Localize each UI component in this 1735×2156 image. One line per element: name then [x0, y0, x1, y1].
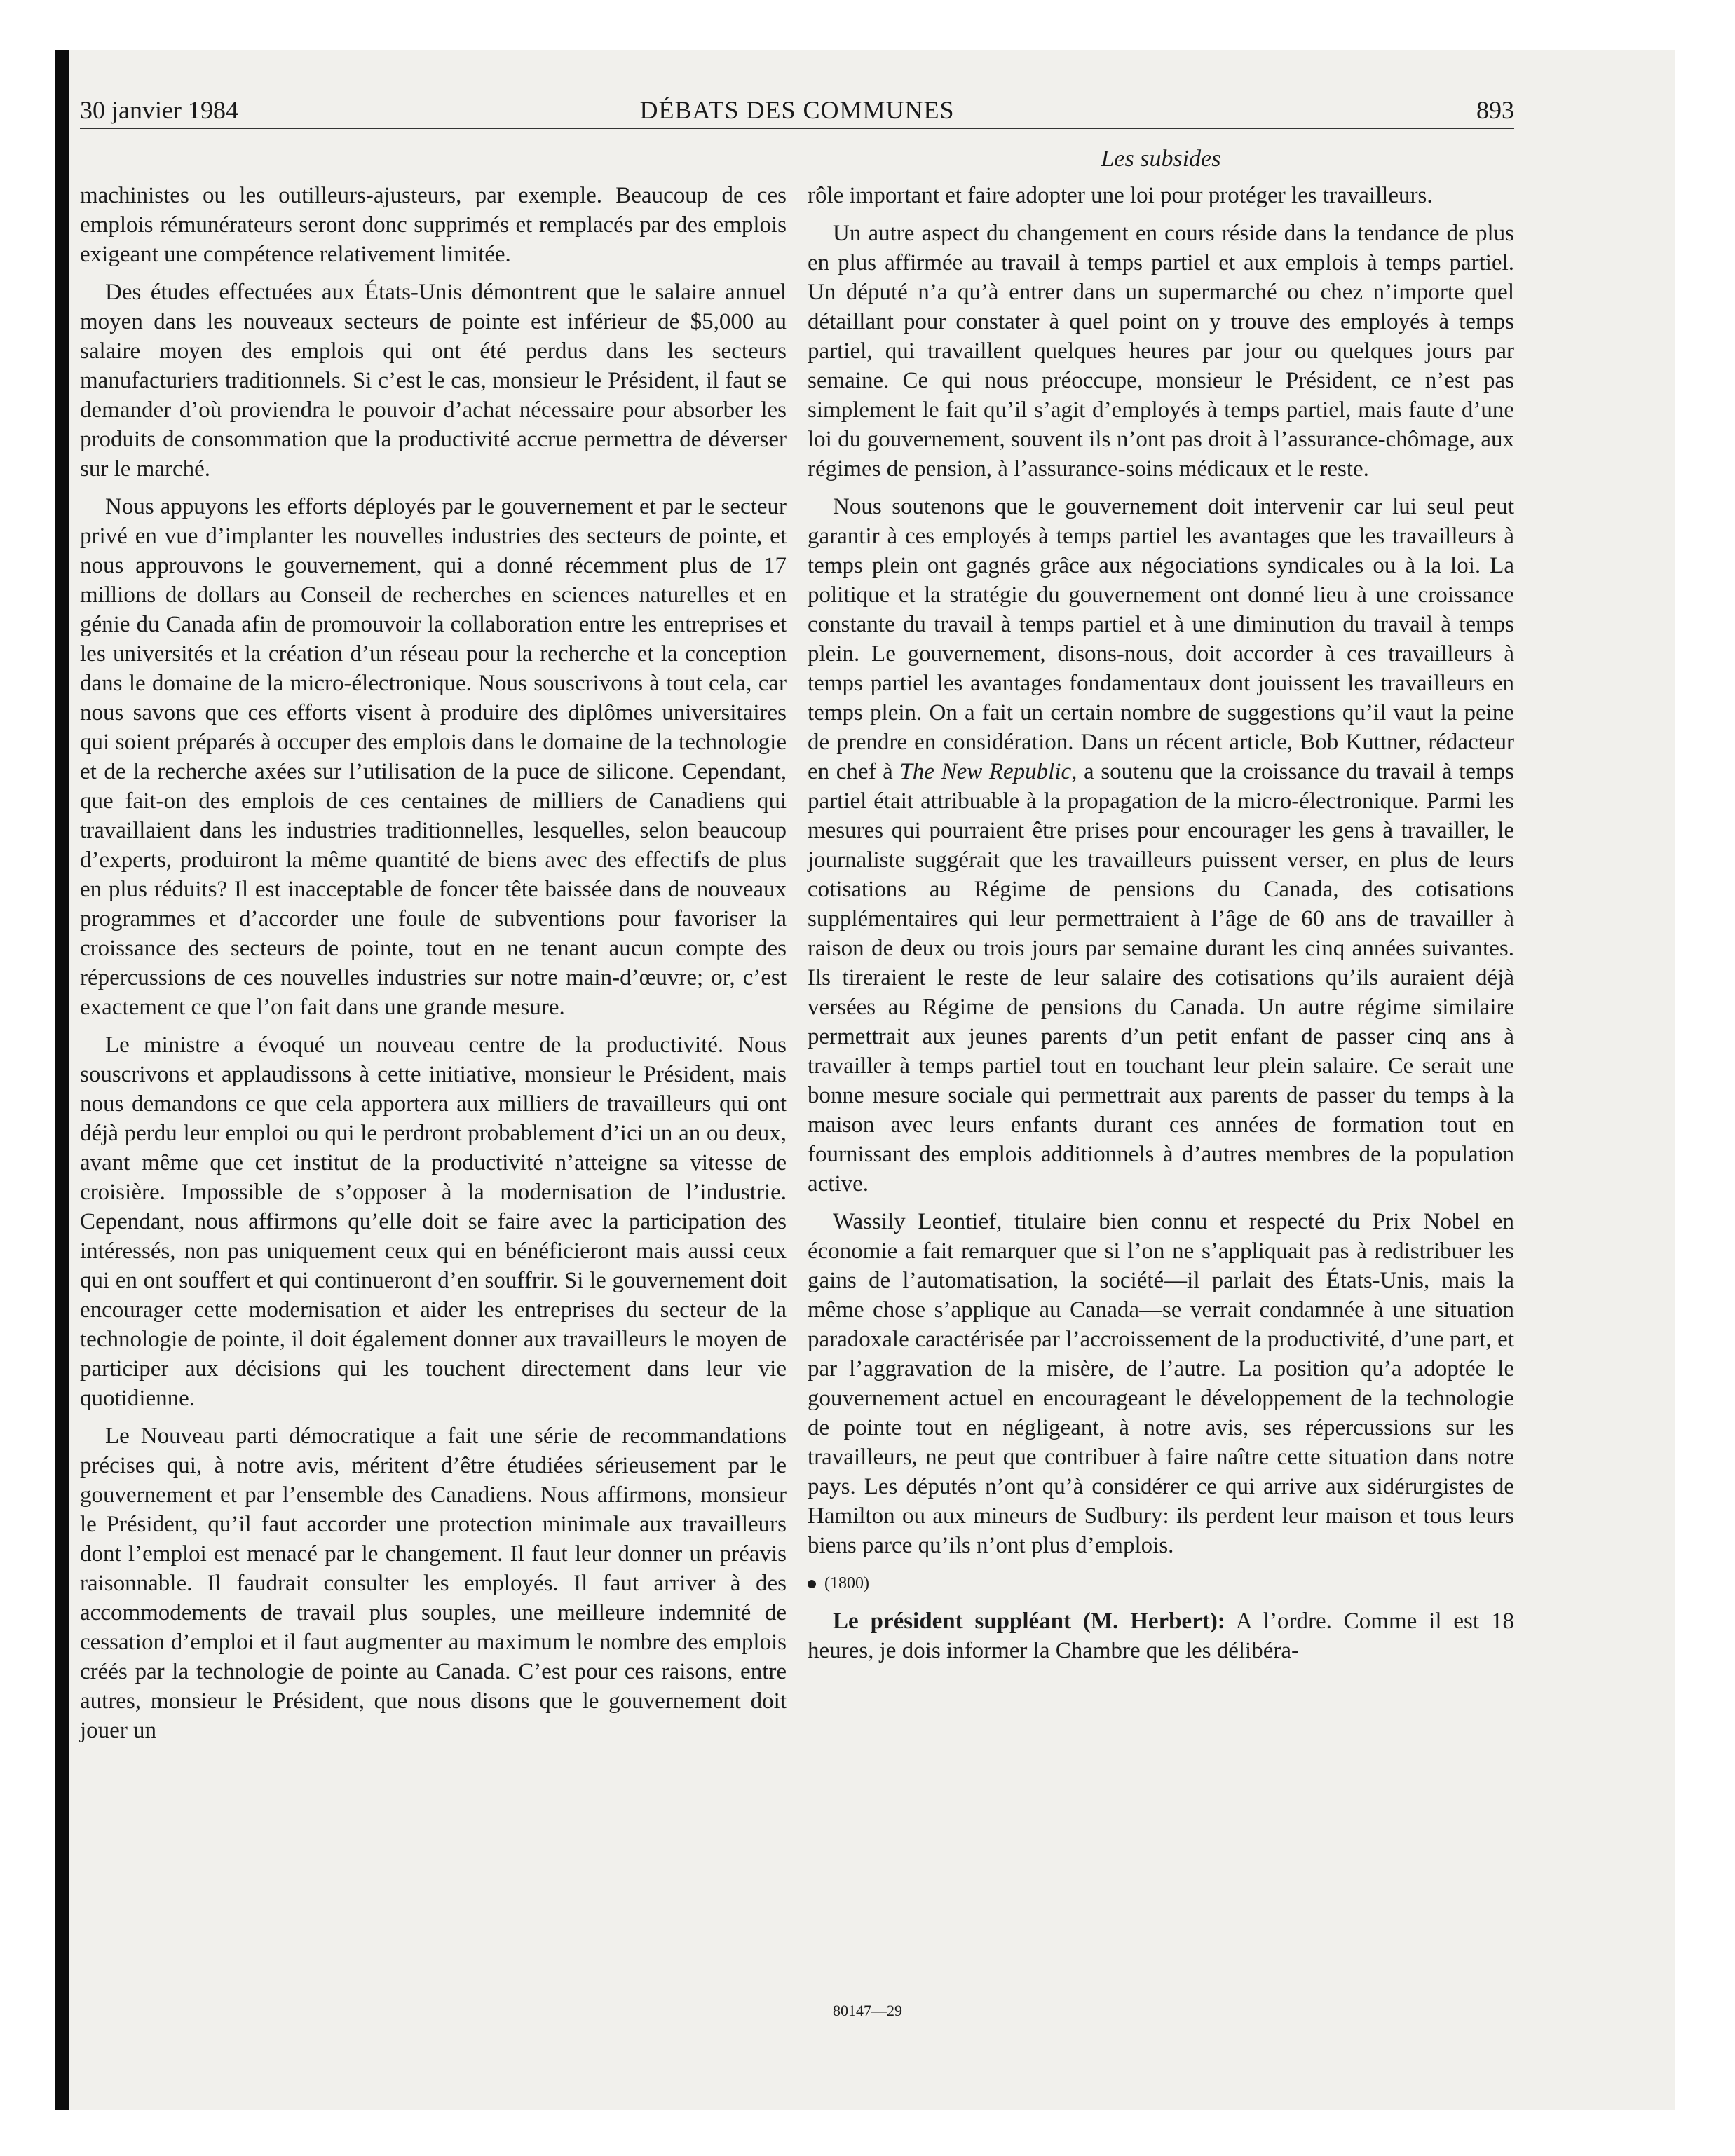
right-column [808, 181, 1514, 1674]
scan-binding-edge [55, 50, 69, 2110]
time-marker-text: (1800) [824, 1574, 869, 1592]
speaker-text: A l’ordre. Comme il est 18 heures, je dois informer la Chambre que les délibéra- [808, 1609, 1514, 1663]
speaker-name: Le président suppléant (M. Herbert): [833, 1609, 1225, 1634]
publication-title: The New Republic [899, 759, 1072, 784]
paragraph: Wassily Leontief, titulaire bien connu et respecté du Prix Nobel en économie a fait remarquer que si l’on ne s’appliquait pas à redistribuer les gains de l’automatisation, la société—il parlait des États-Unis, mais la même chose s’applique au Canada—se verrait condamnée à une situation paradoxale caractérisée par l’accroissement de la productivité, d’une part, et par l’aggravation de la misère, de l’autre. La position qu’a adoptée le gouvernement actuel en encourageant le développement de la technologie de pointe tout en négligeant, à notre avis, ses répercussions sur les travailleurs, ne peut que contribuer à faire naître cette situation dans notre pays. Les députés n’ont qu’à considérer ce qui arrive aux sidérurgistes de Hamilton ou aux mineurs de Sudbury: ils perdent leur maison et tous leurs biens parce qu’ils n’ont plus d’emplois. [808, 1209, 1514, 1558]
header-date: 30 janvier 1984 [80, 96, 238, 124]
paragraph: Des études effectuées aux États-Unis démontrent que le salaire annuel moyen dans les nouveaux secteurs de pointe est inférieur de $5,000 au salaire moyen des emplois qui ont été perdus dans les secteurs manufacturiers traditionnels. Si c’est le cas, monsieur le Président, il faut se demander d’où proviendra le pouvoir d’achat nécessaire pour absorber les produits de consommation que la productivité accrue permettra de déverser sur le marché. [80, 280, 787, 482]
header-title: DÉBATS DES COMMUNES [639, 96, 955, 124]
section-heading: Les subsides [1101, 146, 1221, 172]
left-column [80, 181, 787, 1754]
paragraph-text: , a soutenu que la croissance du travail à temps partiel était attribuable à la propagation de la micro-électronique. Parmi les mesures qui pourraient être prises pour encourager les gens à travailler, le journaliste suggérait que les travailleurs puissent verser, en plus de leurs cotisations au Régime de pensions du Canada, des cotisations supplémentaires qui leur permettraient à l’âge de 60 ans de travailler à raison de deux ou trois jours par semaine durant les cinq années suivantes. Ils tireraient le reste de leur salaire des cotisations qu’ils auraient déjà versées au Régime de pensions du Canada. Un autre régime similaire permettrait aux jeunes parents d’un petit enfant de passer cinq ans à travailler à temps partiel tout en touchant leur plein salaire. Ce serait une bonne mesure sociale qui permettrait aux parents de passer du temps à la maison avec leurs enfants durant ces années de formation tout en fournissant des emplois additionnels à d’autres membres de la population active. [808, 759, 1514, 1196]
header-page-number: 893 [1476, 96, 1514, 124]
bullet-icon [808, 1580, 816, 1588]
scan-margin [0, 0, 55, 2156]
running-header [80, 93, 1514, 129]
paragraph: Un autre aspect du changement en cours réside dans la tendance de plus en plus affirmée au travail à temps partiel et aux emplois à temps partiel. Un député n’a qu’à entrer dans un supermarché ou chez n’importe quel détaillant pour constater à quel point on y trouve des employés à temps partiel, qui travaillent quelques heures par jour ou quelques jours par semaine. Ce qui nous préoccupe, monsieur le Président, ce n’est pas simplement le fait qu’il s’agit d’employés à temps partiel, mais faute d’une loi du gouvernement, souvent ils n’ont pas droit à l’assurance-chômage, aux régimes de pension, à l’assurance-soins médicaux et le reste. [808, 221, 1514, 482]
speaker-paragraph [808, 1606, 1514, 1665]
paragraph: Le ministre a évoqué un nouveau centre de la productivité. Nous souscrivons et applaudissons à cette initiative, monsieur le Président, mais nous demandons ce que cela apportera aux milliers de travailleurs qui ont déjà perdu leur emploi ou qui le perdront probablement d’ici un an ou deux, avant même que cet institut de la productivité n’atteigne sa vitesse de croisière. Impossible de s’opposer à la modernisation de l’industrie. Cependant, nous affirmons qu’elle doit se faire avec la participation des intéressés, non pas uniquement ceux qui en bénéficieront mais aussi ceux qui en ont souffert et qui continueront d’en souffrir. Si le gouvernement doit encourager cette modernisation et aider les entreprises du secteur de la technologie de pointe, il doit également donner aux travailleurs le moyen de participer aux décisions qui les touchent directement dans leur vie quotidienne. [80, 1032, 787, 1411]
paragraph-text: Nous soutenons que le gouvernement doit intervenir car lui seul peut garantir à ces employés à temps partiel les avantages que les travailleurs à temps plein ont gagnés grâce aux négociations syndicales ou à la loi. La politique et la stratégie du gouvernement ont donné lieu à une croissance constante du travail à temps partiel et à une diminution du travail à temps plein. Le gouvernement, disons-nous, doit accorder à ces travailleurs à temps partiel les avantages fondamentaux dont jouissent les travailleurs en temps plein. On a fait un certain nombre de suggestions qu’il vaut la peine de prendre en considération. Dans un récent article, Bob Kuttner, rédacteur en chef à [808, 494, 1514, 784]
paragraph: rôle important et faire adopter une loi pour protéger les travailleurs. [808, 183, 1433, 208]
printer-code: 80147—29 [833, 2002, 902, 2019]
paragraph: Le Nouveau parti démocratique a fait une série de recommandations précises qui, à notre avis, méritent d’être étudiées sérieusement par le gouvernement et par l’ensemble des Canadiens. Nous affirmons, monsieur le Président, qu’il faut accorder une protection minimale aux travailleurs dont l’emploi est menacé par le changement. Il faut leur donner un préavis raisonnable. Il faudrait consulter les employés. Il faut arriver à des accommodements de travail plus souples, une meilleure indemnité de cessation d’emploi et il faut augmenter au maximum le nombre des emplois créés par la technologie de pointe au Canada. C’est pour ces raisons, entre autres, monsieur le Président, que nous disons que le gouvernement doit jouer un [80, 1424, 787, 1743]
paragraph [808, 492, 1514, 1199]
paragraph: Nous appuyons les efforts déployés par le gouvernement et par le secteur privé en vue d’implanter les nouvelles industries des secteurs de pointe, et nous approuvons le gouvernement, qui a donné récemment plus de 17 millions de dollars au Conseil de recherches en sciences naturelles et en génie du Canada afin de promouvoir la collaboration entre les entreprises et les universités et la création d’un réseau pour la recherche et la conception dans le domaine de la micro-électronique. Nous souscrivons à tout cela, car nous savons que ces efforts visent à produire des diplômes universitaires qui soient préparés à occuper des emplois dans le domaine de la technologie et de la recherche axées sur l’utilisation de la puce de silicone. Cependant, que fait-on des emplois de ces centaines de milliers de Canadiens qui travaillaient dans les industries traditionnelles, lesquelles, selon beaucoup d’experts, produiront la même quantité de biens avec des effectifs de plus en plus réduits? Il est inacceptable de foncer tête baissée dans de nouveaux programmes et d’accorder une foule de subventions pour favoriser la croissance des secteurs de pointe, tout en ne tenant aucun compte des répercussions de ces nouvelles industries sur notre main-d’œuvre; or, c’est exactement ce que l’on fait dans une grande mesure. [80, 494, 787, 1020]
paragraph: machinistes ou les outilleurs-ajusteurs, par exemple. Beaucoup de ces emplois rémunérateurs seront donc supprimés et remplacés par des emplois exigeant une compétence relativement limitée. [80, 183, 787, 267]
time-marker [808, 1569, 1514, 1598]
